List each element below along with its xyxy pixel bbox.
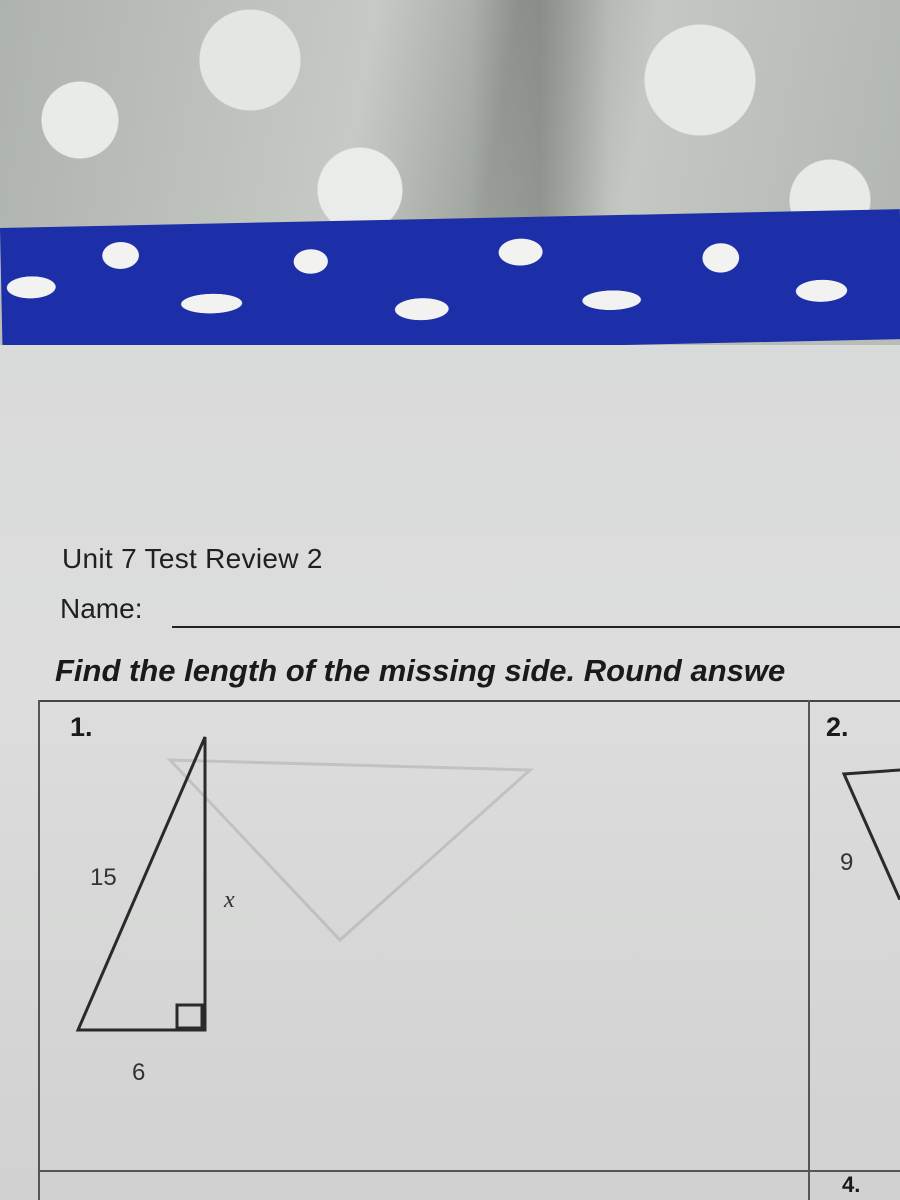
- problem-1-number: 1.: [70, 712, 93, 742]
- triangle-2-shape: [844, 770, 900, 900]
- problem-4-number: 4.: [842, 1172, 861, 1197]
- worksheet-title: Unit 7 Test Review 2: [62, 543, 323, 574]
- instructions-text: Find the length of the missing side. Round answe: [55, 653, 786, 688]
- fabric-fold: [470, 0, 610, 240]
- problem-grid-left-border: [38, 700, 40, 1200]
- side-9-label: 9: [840, 849, 854, 876]
- hypotenuse-label: 15: [90, 864, 117, 891]
- problem-2-number: 2.: [826, 712, 849, 742]
- name-label: Name:: [60, 593, 143, 624]
- problem-grid-divider: [808, 700, 810, 1200]
- problem-1-triangle: [60, 725, 280, 1095]
- problem-grid-top-border: [38, 700, 900, 702]
- binder-cover-pattern: [0, 209, 900, 358]
- unknown-side-label: x: [224, 887, 235, 913]
- problem-grid-row-divider: [38, 1170, 900, 1172]
- base-label: 6: [132, 1059, 146, 1086]
- right-angle-marker: [177, 1005, 202, 1028]
- name-field: [60, 593, 900, 633]
- problem-2-triangle: [830, 760, 900, 900]
- name-underline: [172, 626, 900, 628]
